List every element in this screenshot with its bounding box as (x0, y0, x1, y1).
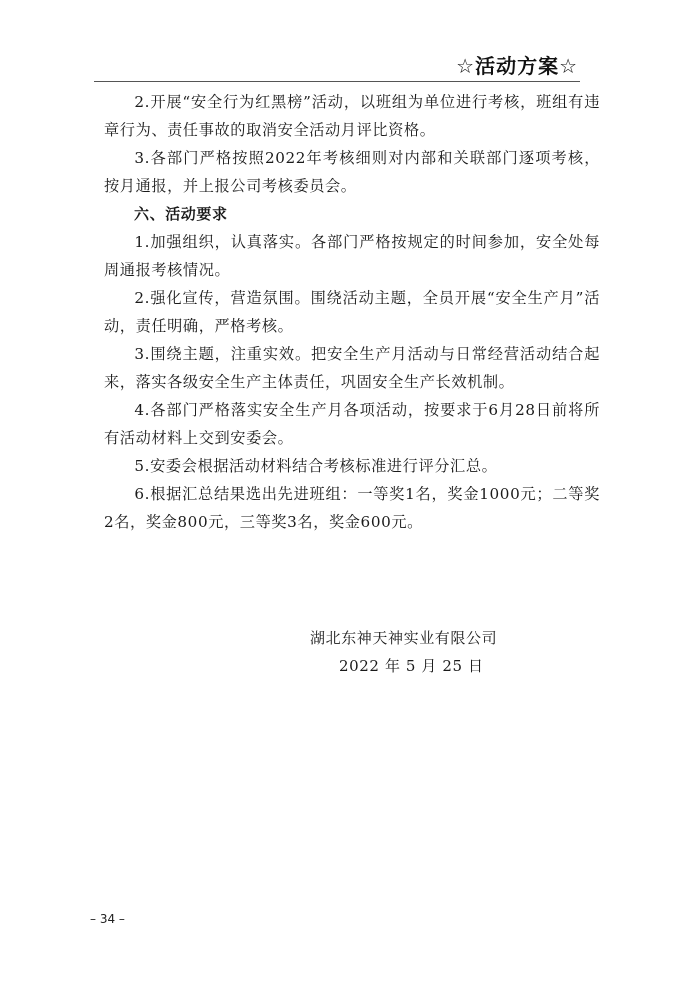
paragraph-item-2: 2.开展“安全行为红黑榜”活动，以班组为单位进行考核，班组有违章行为、责任事故的取消安全活动月评比资格。 (104, 93, 600, 139)
requirement-item-5: 5.安委会根据活动材料结合考核标准进行评分汇总。 (134, 457, 498, 475)
header-divider (94, 81, 580, 82)
requirement-item-4: 4.各部门严格落实安全生产月各项活动，按要求于6月28日前将所有活动材料上交到安委会。 (104, 401, 600, 447)
page-number: – 34 – (90, 912, 125, 926)
requirement-item-1: 1.加强组织，认真落实。各部门严格按规定的时间参加，安全处每周通报考核情况。 (104, 233, 600, 279)
section-heading: 六、活动要求 (134, 205, 228, 223)
document-body (104, 88, 600, 536)
requirement-item-3: 3.围绕主题，注重实效。把安全生产月活动与日常经营活动结合起来，落实各级安全生产主体责任，巩固安全生产长效机制。 (104, 345, 600, 391)
requirement-item-2: 2.强化宣传，营造氛围。围绕活动主题，全员开展“安全生产月”活动，责任明确，严格考核。 (104, 289, 600, 335)
requirement-item-6: 6.根据汇总结果选出先进班组：一等奖1名，奖金1000元；二等奖2名，奖金800元，三等奖3名，奖金600元。 (104, 485, 600, 531)
signature-date: 2022 年 5 月 25 日 (339, 657, 484, 675)
header-title: ☆活动方案☆ (456, 54, 578, 78)
signature-company: 湖北东神天神实业有限公司 (310, 629, 498, 647)
paragraph-item-3: 3.各部门严格按照2022年考核细则对内部和关联部门逐项考核，按月通报，并上报公司考核委员会。 (104, 149, 600, 195)
